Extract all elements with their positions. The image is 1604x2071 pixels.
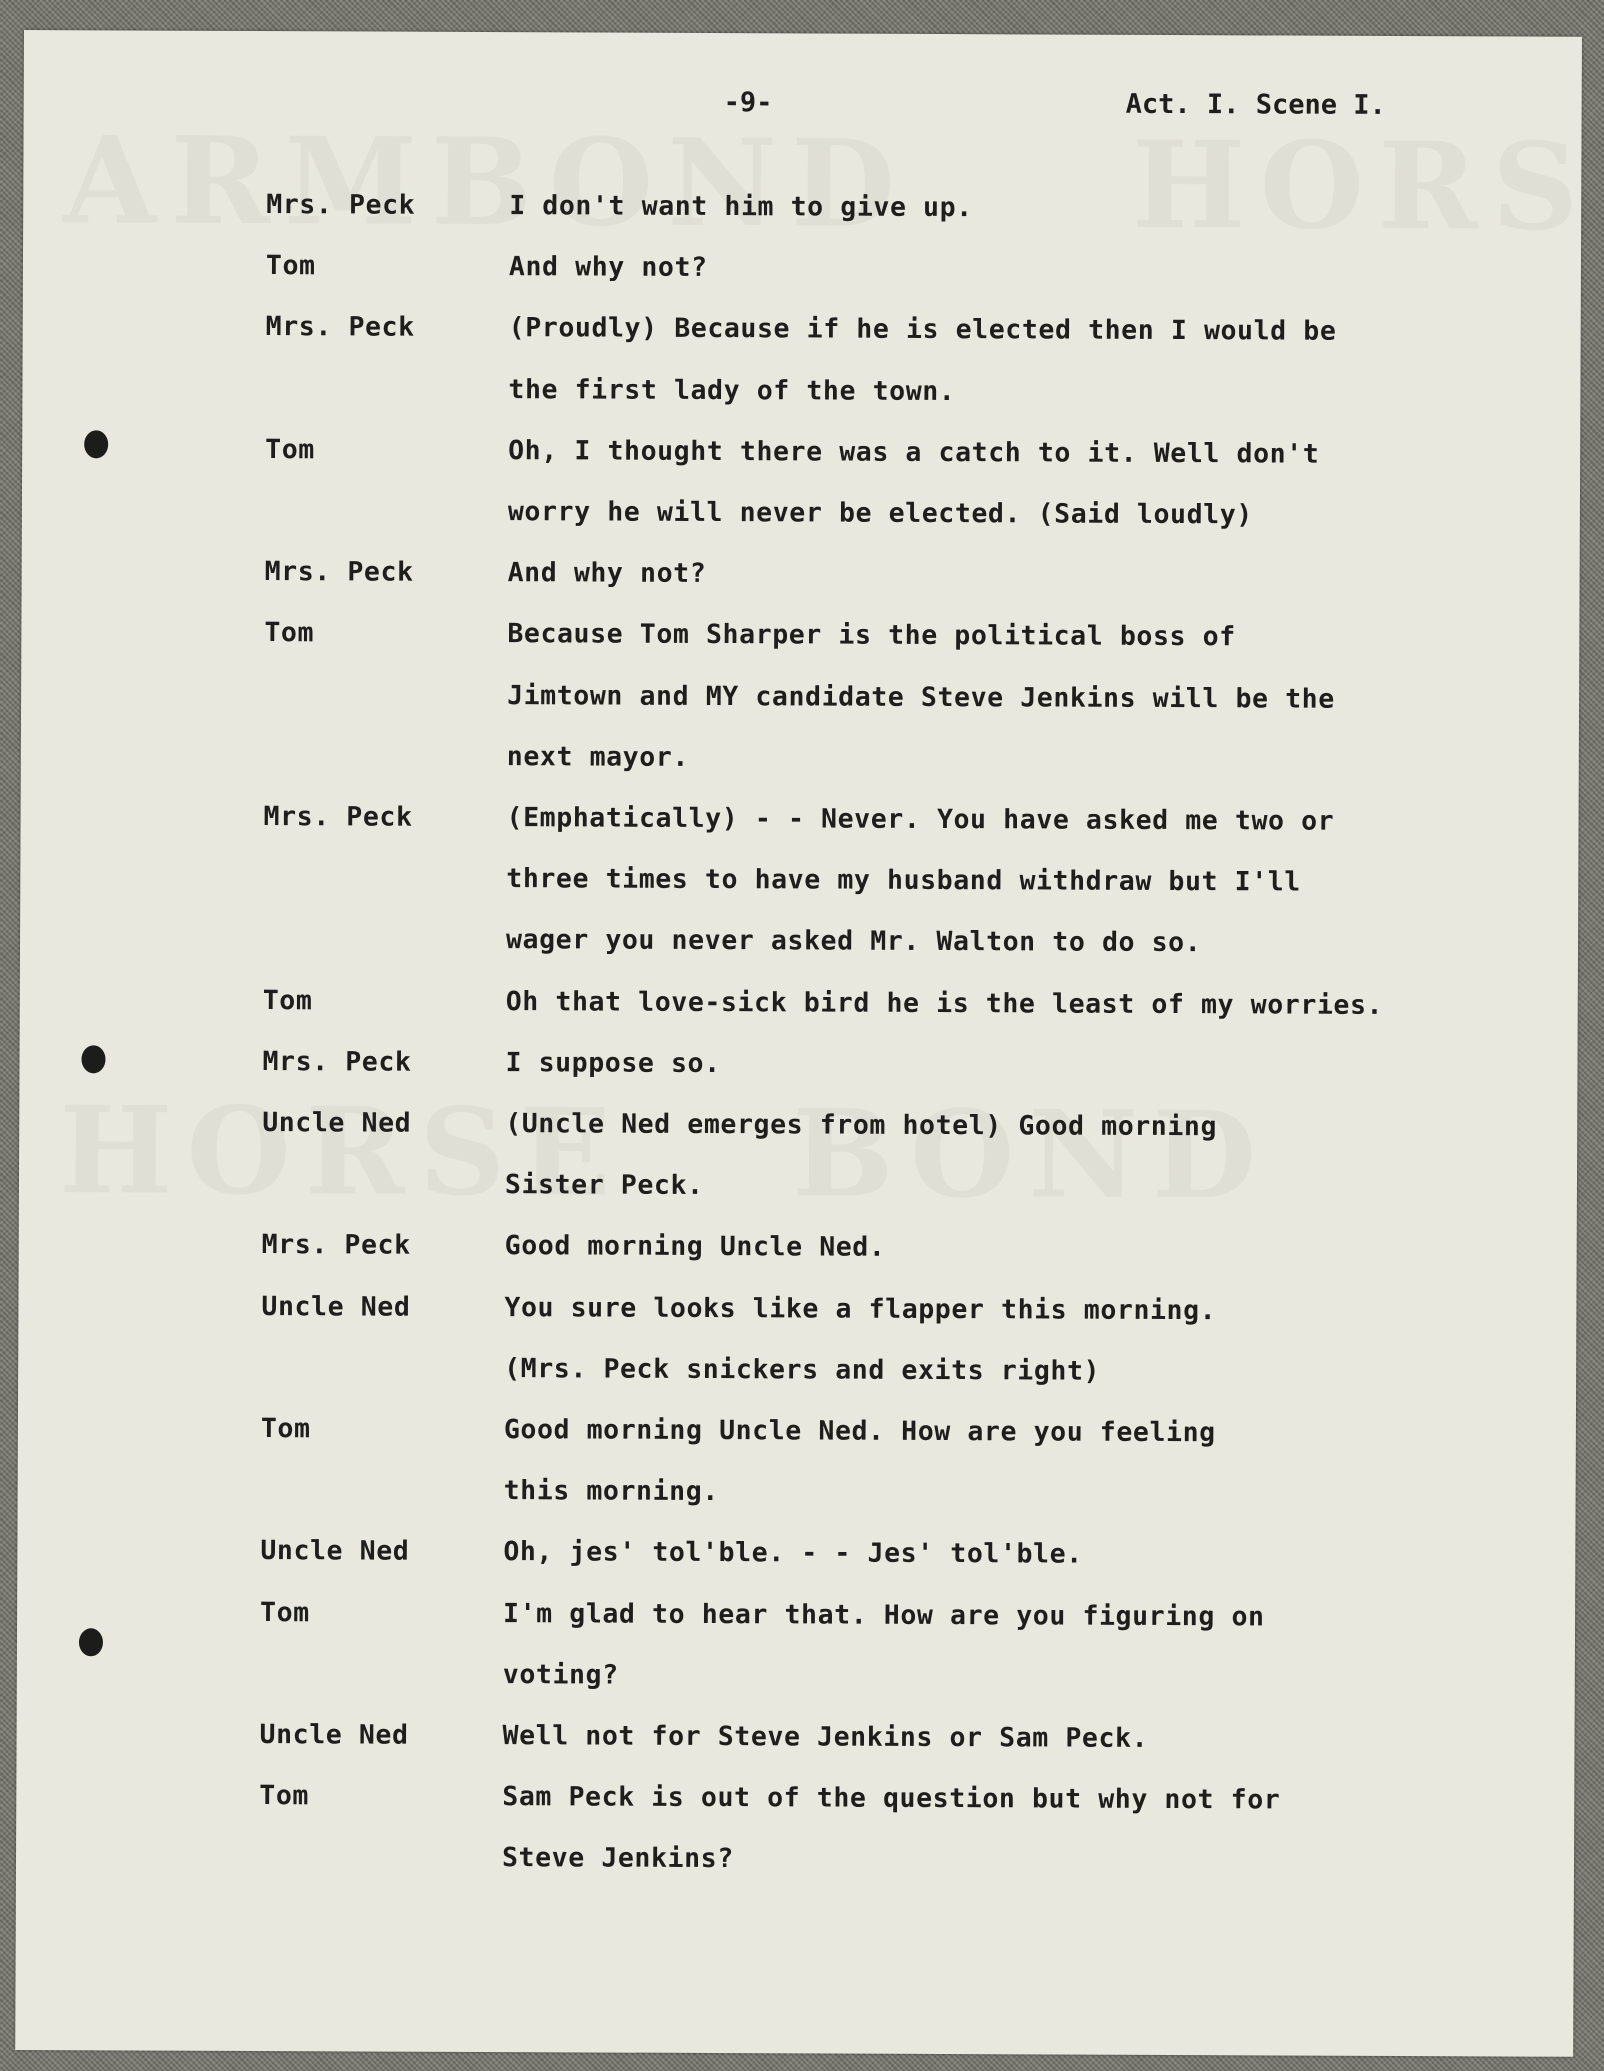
dialogue-line: voting? [502, 1658, 619, 1691]
dialogue-line: (Proudly) Because if he is elected then I would be [508, 312, 1337, 348]
speaker-name: Mrs. Peck [263, 801, 413, 833]
dialogue-line: Because Tom Sharper is the political boss of [507, 618, 1236, 653]
speaker-name: Mrs. Peck [264, 556, 414, 588]
page-number: -9- [723, 87, 773, 119]
dialogue-line: Good morning Uncle Ned. How are you feeling [503, 1414, 1216, 1449]
dialogue-line: Sister Peck. [504, 1169, 704, 1202]
dialogue-line: You sure looks like a flapper this morning. [504, 1291, 1217, 1326]
dialogue-line: Jimtown and MY candidate Steve Jenkins will be the [507, 679, 1335, 715]
dialogue-line: next mayor. [506, 740, 690, 773]
dialogue-line: And why not? [507, 557, 707, 590]
dialogue-line: worry he will never be elected. (Said loudly) [507, 496, 1253, 531]
dialogue-line: Oh, jes' tol'ble. - - Jes' tol'ble. [503, 1536, 1083, 1571]
binder-hole [79, 1628, 103, 1656]
speaker-name: Tom [265, 433, 315, 466]
watermark [59, 1080, 1271, 1226]
dialogue-line: the first lady of the town. [508, 373, 956, 407]
binder-hole [81, 1045, 105, 1073]
dialogue-line: (Mrs. Peck snickers and exits right) [504, 1352, 1101, 1387]
speaker-name: Uncle Ned [261, 1290, 411, 1323]
speaker-name: Mrs. Peck [262, 1045, 412, 1078]
speaker-name: Mrs. Peck [265, 311, 415, 344]
dialogue-line: Oh, I thought there was a catch to it. Well don't [508, 434, 1320, 470]
dialogue-line: And why not? [508, 251, 708, 284]
dialogue-line: (Emphatically) - - Never. You have asked me two or [506, 802, 1335, 837]
speaker-name: Tom [260, 1596, 310, 1628]
dialogue-line: I don't want him to give up. [509, 190, 973, 224]
dialogue-line: this morning. [503, 1475, 719, 1508]
binder-hole [84, 430, 108, 458]
dialogue-line: Well not for Steve Jenkins or Sam Peck. [502, 1720, 1149, 1754]
speaker-name: Tom [260, 1413, 311, 1445]
dialogue-line: three times to have my husband withdraw but I'll [506, 863, 1301, 898]
scene-heading: Act. I. Scene I. [1125, 88, 1386, 121]
speaker-name: Tom [264, 617, 315, 649]
dialogue-line: I'm glad to hear that. How are you figuring on [503, 1597, 1265, 1633]
dialogue-line: Oh that love-sick bird he is the least of my worries. [505, 985, 1384, 1021]
dialogue-line: Good morning Uncle Ned. [504, 1230, 886, 1264]
dialogue-line: Steve Jenkins? [501, 1842, 734, 1875]
dialogue-line: (Uncle Ned emerges from hotel) Good morning [505, 1108, 1218, 1143]
speaker-name: Tom [259, 1780, 310, 1812]
speaker-name: Uncle Ned [262, 1107, 412, 1139]
speaker-name: Uncle Ned [260, 1535, 410, 1568]
dialogue-line: Sam Peck is out of the question but why not for [502, 1781, 1281, 1816]
typed-page [15, 30, 1582, 2057]
dialogue-line: wager you never asked Mr. Walton to do so. [505, 924, 1202, 959]
speaker-name: Uncle Ned [259, 1719, 409, 1751]
watermark [63, 110, 1604, 258]
dialogue-line: I suppose so. [505, 1046, 721, 1079]
speaker-name: Tom [265, 250, 316, 282]
speaker-name: Tom [262, 984, 313, 1016]
speaker-name: Mrs. Peck [266, 189, 416, 221]
speaker-name: Mrs. Peck [261, 1229, 411, 1262]
